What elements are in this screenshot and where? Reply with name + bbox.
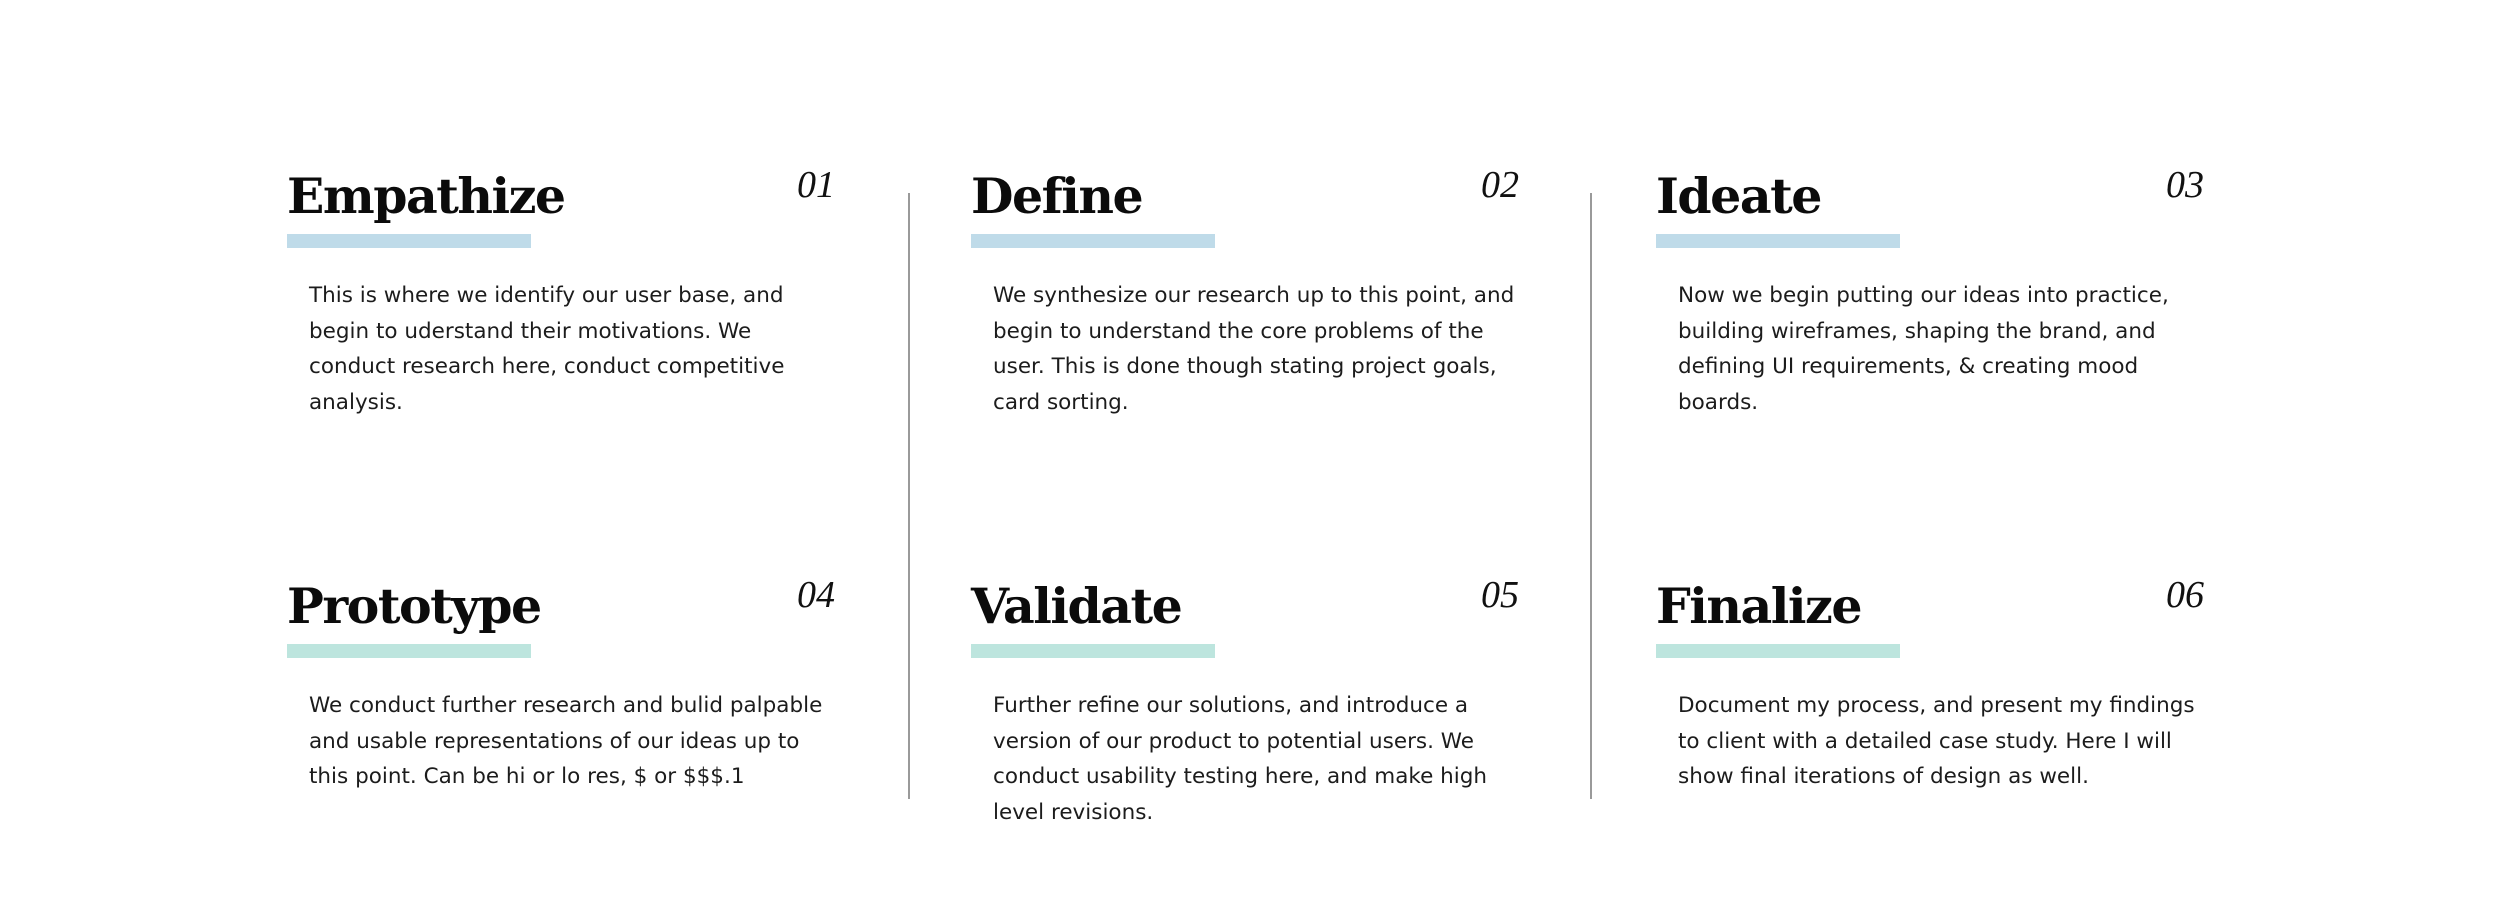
step-title: Define xyxy=(971,167,1143,225)
column-divider-right xyxy=(1590,193,1592,799)
step-number: 05 xyxy=(1481,574,1519,616)
step-validate xyxy=(971,576,1531,876)
step-description: Now we begin putting our ideas into practice, building wireframes, shaping the brand, and defining UI requirements, & creating mood boards. xyxy=(1678,283,2169,415)
step-title: Validate xyxy=(971,577,1182,635)
step-description: We synthesize our research up to this point, and begin to understand the core problems of the user. This is done though stating project goals, card sorting. xyxy=(993,283,1515,415)
step-number: 06 xyxy=(2166,574,2204,616)
step-define xyxy=(971,166,1531,466)
step-description: Document my process, and present my findings to client with a detailed case study. Here I will show final iterations of design as well. xyxy=(1678,693,2195,789)
step-empathize xyxy=(287,166,847,466)
step-number: 03 xyxy=(2166,164,2204,206)
step-title: Empathize xyxy=(287,167,565,225)
step-accent-bar xyxy=(287,234,531,248)
step-ideate xyxy=(1656,166,2216,466)
step-number: 01 xyxy=(797,164,835,206)
step-description: Further refine our solutions, and introduce a version of our product to potential users. We conduct usability testing here, and make high level revisions. xyxy=(993,693,1488,825)
step-accent-bar xyxy=(971,644,1215,658)
step-title: Finalize xyxy=(1656,577,1862,635)
step-finalize xyxy=(1656,576,2216,876)
step-description: We conduct further research and bulid palpable and usable representations of our ideas up to this point. Can be hi or lo res, $ or $$$.1 xyxy=(309,693,823,789)
step-number: 02 xyxy=(1481,164,1519,206)
step-title: Ideate xyxy=(1656,167,1821,225)
step-prototype xyxy=(287,576,847,876)
step-number: 04 xyxy=(797,574,835,616)
step-accent-bar xyxy=(1656,644,1900,658)
step-description: This is where we identify our user base, and begin to uderstand their motivations. We conduct research here, conduct competitive analysis. xyxy=(309,283,785,415)
step-title: Prototype xyxy=(287,577,541,635)
step-accent-bar xyxy=(971,234,1215,248)
column-divider-left xyxy=(908,193,910,799)
step-accent-bar xyxy=(287,644,531,658)
step-accent-bar xyxy=(1656,234,1900,248)
